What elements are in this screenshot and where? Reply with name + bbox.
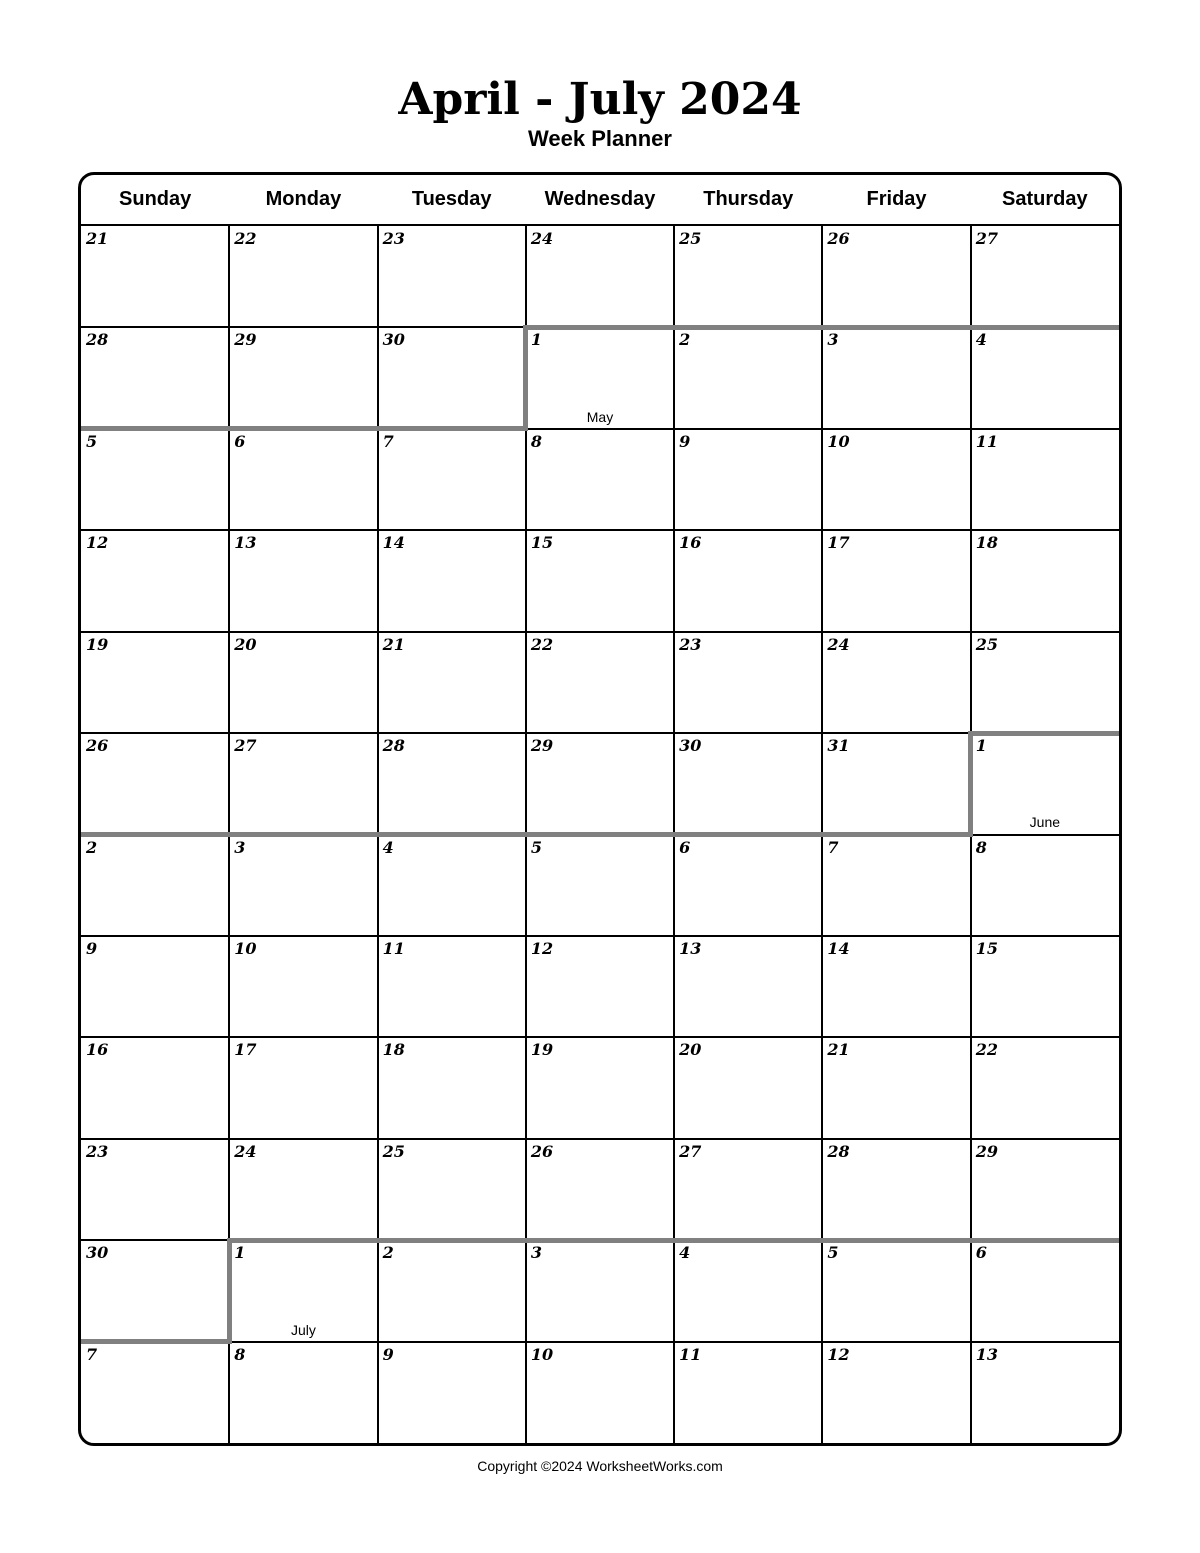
day-cell bbox=[526, 1342, 674, 1443]
day-number: 18 bbox=[382, 1040, 405, 1060]
day-cell bbox=[81, 632, 229, 733]
month-label: May bbox=[586, 408, 614, 425]
day-cell bbox=[971, 936, 1119, 1037]
copyright-notice: Copyright ©2024 WorksheetWorks.com bbox=[477, 1458, 723, 1474]
day-number: 16 bbox=[86, 1040, 109, 1060]
day-cell bbox=[971, 1342, 1119, 1443]
day-number: 8 bbox=[975, 837, 987, 857]
day-cell bbox=[81, 530, 229, 631]
day-number: 18 bbox=[975, 533, 998, 553]
day-cell bbox=[822, 733, 970, 834]
month-boundary-line bbox=[81, 832, 973, 837]
day-cell bbox=[674, 1037, 822, 1138]
day-number: 26 bbox=[827, 229, 850, 248]
weekday-saturday: Saturday bbox=[1002, 188, 1088, 210]
day-number: 25 bbox=[679, 229, 702, 248]
day-number: 29 bbox=[234, 330, 257, 350]
day-cell bbox=[971, 1240, 1119, 1341]
day-cell bbox=[674, 327, 822, 428]
day-number: 22 bbox=[975, 1040, 998, 1060]
day-cell bbox=[971, 632, 1119, 733]
day-number: 23 bbox=[679, 634, 702, 654]
day-cell bbox=[526, 835, 674, 936]
day-cell bbox=[674, 1139, 822, 1240]
day-number: 27 bbox=[975, 229, 998, 248]
day-number: 1 bbox=[975, 736, 987, 756]
day-cell bbox=[822, 835, 970, 936]
day-cell bbox=[378, 1139, 526, 1240]
day-cell bbox=[674, 733, 822, 834]
day-cell bbox=[81, 1139, 229, 1240]
day-number: 13 bbox=[234, 533, 257, 553]
day-cell bbox=[229, 327, 377, 428]
day-number: 21 bbox=[382, 634, 405, 654]
day-number: 4 bbox=[679, 1243, 691, 1263]
day-cell bbox=[229, 429, 377, 530]
day-cell bbox=[526, 429, 674, 530]
day-cell bbox=[229, 1139, 377, 1240]
day-number: 25 bbox=[382, 1141, 405, 1161]
day-cell bbox=[674, 835, 822, 936]
day-number: 3 bbox=[530, 1243, 542, 1263]
day-number: 28 bbox=[86, 330, 109, 350]
day-number: 10 bbox=[827, 431, 850, 451]
day-number: 28 bbox=[382, 736, 405, 756]
month-label-cell bbox=[229, 1240, 377, 1341]
day-cell bbox=[229, 226, 377, 327]
day-cell bbox=[81, 226, 229, 327]
day-cell bbox=[378, 226, 526, 327]
day-number: 22 bbox=[234, 229, 257, 248]
day-cell bbox=[378, 429, 526, 530]
day-number: 26 bbox=[86, 736, 109, 756]
day-number: 2 bbox=[679, 330, 691, 350]
day-number: 24 bbox=[827, 634, 850, 654]
day-number: 11 bbox=[679, 1344, 702, 1364]
day-number: 5 bbox=[827, 1243, 839, 1263]
day-cell bbox=[822, 530, 970, 631]
day-cell bbox=[378, 327, 526, 428]
day-cell bbox=[971, 530, 1119, 631]
day-cell bbox=[822, 936, 970, 1037]
day-cell bbox=[971, 1139, 1119, 1240]
day-cell bbox=[822, 1240, 970, 1341]
day-number: 20 bbox=[234, 634, 257, 654]
day-cell bbox=[229, 1037, 377, 1138]
day-number: 7 bbox=[382, 431, 394, 451]
month-boundary-line bbox=[81, 1339, 232, 1344]
day-cell bbox=[526, 1240, 674, 1341]
day-number: 7 bbox=[86, 1344, 98, 1364]
day-number: 8 bbox=[234, 1344, 246, 1364]
day-cell bbox=[229, 936, 377, 1037]
day-number: 24 bbox=[530, 229, 554, 248]
day-number: 1 bbox=[530, 330, 542, 350]
day-number: 8 bbox=[530, 431, 542, 451]
day-number: 10 bbox=[234, 938, 257, 958]
day-number: 30 bbox=[86, 1243, 109, 1263]
day-number: 4 bbox=[382, 837, 394, 857]
day-number: 31 bbox=[827, 736, 850, 756]
day-cell bbox=[378, 936, 526, 1037]
day-number: 30 bbox=[679, 736, 702, 756]
day-cell bbox=[674, 530, 822, 631]
day-number: 16 bbox=[679, 533, 702, 553]
day-number: 27 bbox=[679, 1141, 702, 1161]
day-cell bbox=[971, 226, 1119, 327]
weekday-header-row bbox=[81, 175, 1119, 226]
day-cell bbox=[81, 327, 229, 428]
day-cell bbox=[378, 1240, 526, 1341]
day-number: 17 bbox=[827, 533, 850, 553]
month-label: June bbox=[1029, 814, 1061, 831]
day-cell bbox=[526, 936, 674, 1037]
day-cell bbox=[229, 1342, 377, 1443]
day-number: 6 bbox=[234, 431, 246, 451]
day-number: 26 bbox=[530, 1141, 554, 1161]
day-number: 21 bbox=[827, 1040, 850, 1060]
day-number: 9 bbox=[679, 431, 691, 451]
day-number: 17 bbox=[234, 1040, 257, 1060]
day-cell bbox=[526, 1139, 674, 1240]
month-label: July bbox=[290, 1321, 316, 1338]
day-number: 14 bbox=[382, 533, 405, 553]
day-cell bbox=[526, 1037, 674, 1138]
day-number: 30 bbox=[382, 330, 405, 350]
day-cell bbox=[81, 429, 229, 530]
day-number: 29 bbox=[975, 1141, 998, 1161]
day-cell bbox=[822, 1139, 970, 1240]
day-cell bbox=[81, 733, 229, 834]
day-cell bbox=[526, 733, 674, 834]
day-number: 12 bbox=[827, 1344, 850, 1364]
day-cell bbox=[822, 226, 970, 327]
day-cell bbox=[971, 327, 1119, 428]
day-cell bbox=[822, 429, 970, 530]
day-number: 20 bbox=[679, 1040, 702, 1060]
day-number: 13 bbox=[679, 938, 702, 958]
month-boundary-line bbox=[81, 426, 528, 431]
day-number: 27 bbox=[234, 736, 257, 756]
day-number: 3 bbox=[234, 837, 246, 857]
weekday-monday: Monday bbox=[265, 188, 342, 210]
day-number: 21 bbox=[86, 229, 109, 248]
day-number: 6 bbox=[975, 1243, 987, 1263]
day-cell bbox=[674, 429, 822, 530]
day-number: 19 bbox=[86, 634, 109, 654]
day-number: 12 bbox=[86, 533, 109, 553]
day-cell bbox=[674, 936, 822, 1037]
day-number: 12 bbox=[530, 938, 554, 958]
day-cell bbox=[378, 1037, 526, 1138]
day-cell bbox=[674, 1342, 822, 1443]
day-cell bbox=[526, 530, 674, 631]
day-cell bbox=[81, 835, 229, 936]
day-number: 7 bbox=[827, 837, 839, 857]
day-cell bbox=[971, 429, 1119, 530]
day-number: 15 bbox=[530, 533, 554, 553]
day-cell bbox=[81, 1037, 229, 1138]
day-number: 29 bbox=[530, 736, 554, 756]
day-cell bbox=[822, 632, 970, 733]
day-number: 11 bbox=[382, 938, 405, 958]
day-cell bbox=[674, 632, 822, 733]
weekday-tuesday: Tuesday bbox=[411, 188, 492, 210]
day-number: 2 bbox=[382, 1243, 394, 1263]
day-cell bbox=[822, 327, 970, 428]
page-title: April - July 2024 bbox=[398, 74, 802, 125]
weekday-sunday: Sunday bbox=[119, 188, 192, 210]
weekday-friday: Friday bbox=[866, 188, 927, 210]
day-cell bbox=[378, 835, 526, 936]
day-number: 2 bbox=[86, 837, 98, 857]
day-number: 13 bbox=[975, 1344, 998, 1364]
day-cell bbox=[229, 733, 377, 834]
day-cell bbox=[971, 835, 1119, 936]
day-number: 24 bbox=[234, 1141, 257, 1161]
day-cell bbox=[378, 530, 526, 631]
day-number: 9 bbox=[382, 1344, 394, 1364]
day-number: 6 bbox=[679, 837, 691, 857]
weekday-thursday: Thursday bbox=[703, 188, 794, 210]
day-number: 3 bbox=[827, 330, 839, 350]
day-number: 5 bbox=[86, 431, 98, 451]
month-label-cell bbox=[526, 327, 674, 428]
day-number: 11 bbox=[975, 431, 998, 451]
day-number: 22 bbox=[530, 634, 554, 654]
day-number: 15 bbox=[975, 938, 998, 958]
day-cell bbox=[674, 1240, 822, 1341]
day-cell bbox=[674, 226, 822, 327]
day-cell bbox=[378, 632, 526, 733]
day-cell bbox=[378, 733, 526, 834]
page-subtitle: Week Planner bbox=[528, 126, 672, 151]
day-number: 28 bbox=[827, 1141, 850, 1161]
day-number: 1 bbox=[234, 1243, 246, 1263]
calendar-grid bbox=[78, 172, 1122, 1446]
day-cell bbox=[81, 1240, 229, 1341]
day-cell bbox=[526, 226, 674, 327]
month-label-cell bbox=[971, 733, 1119, 834]
day-cell bbox=[971, 1037, 1119, 1138]
day-cell bbox=[822, 1037, 970, 1138]
day-number: 19 bbox=[530, 1040, 554, 1060]
day-cell bbox=[229, 530, 377, 631]
day-cell bbox=[378, 1342, 526, 1443]
day-cell bbox=[526, 632, 674, 733]
day-number: 4 bbox=[975, 330, 987, 350]
day-cell bbox=[229, 632, 377, 733]
day-number: 23 bbox=[86, 1141, 109, 1161]
weekday-wednesday: Wednesday bbox=[544, 188, 656, 210]
day-cell bbox=[81, 1342, 229, 1443]
day-number: 14 bbox=[827, 938, 850, 958]
day-number: 9 bbox=[86, 938, 98, 958]
day-number: 23 bbox=[382, 229, 405, 248]
day-cell bbox=[229, 835, 377, 936]
day-number: 5 bbox=[530, 837, 542, 857]
day-cell bbox=[822, 1342, 970, 1443]
day-number: 10 bbox=[530, 1344, 554, 1364]
day-number: 25 bbox=[975, 634, 998, 654]
day-cell bbox=[81, 936, 229, 1037]
